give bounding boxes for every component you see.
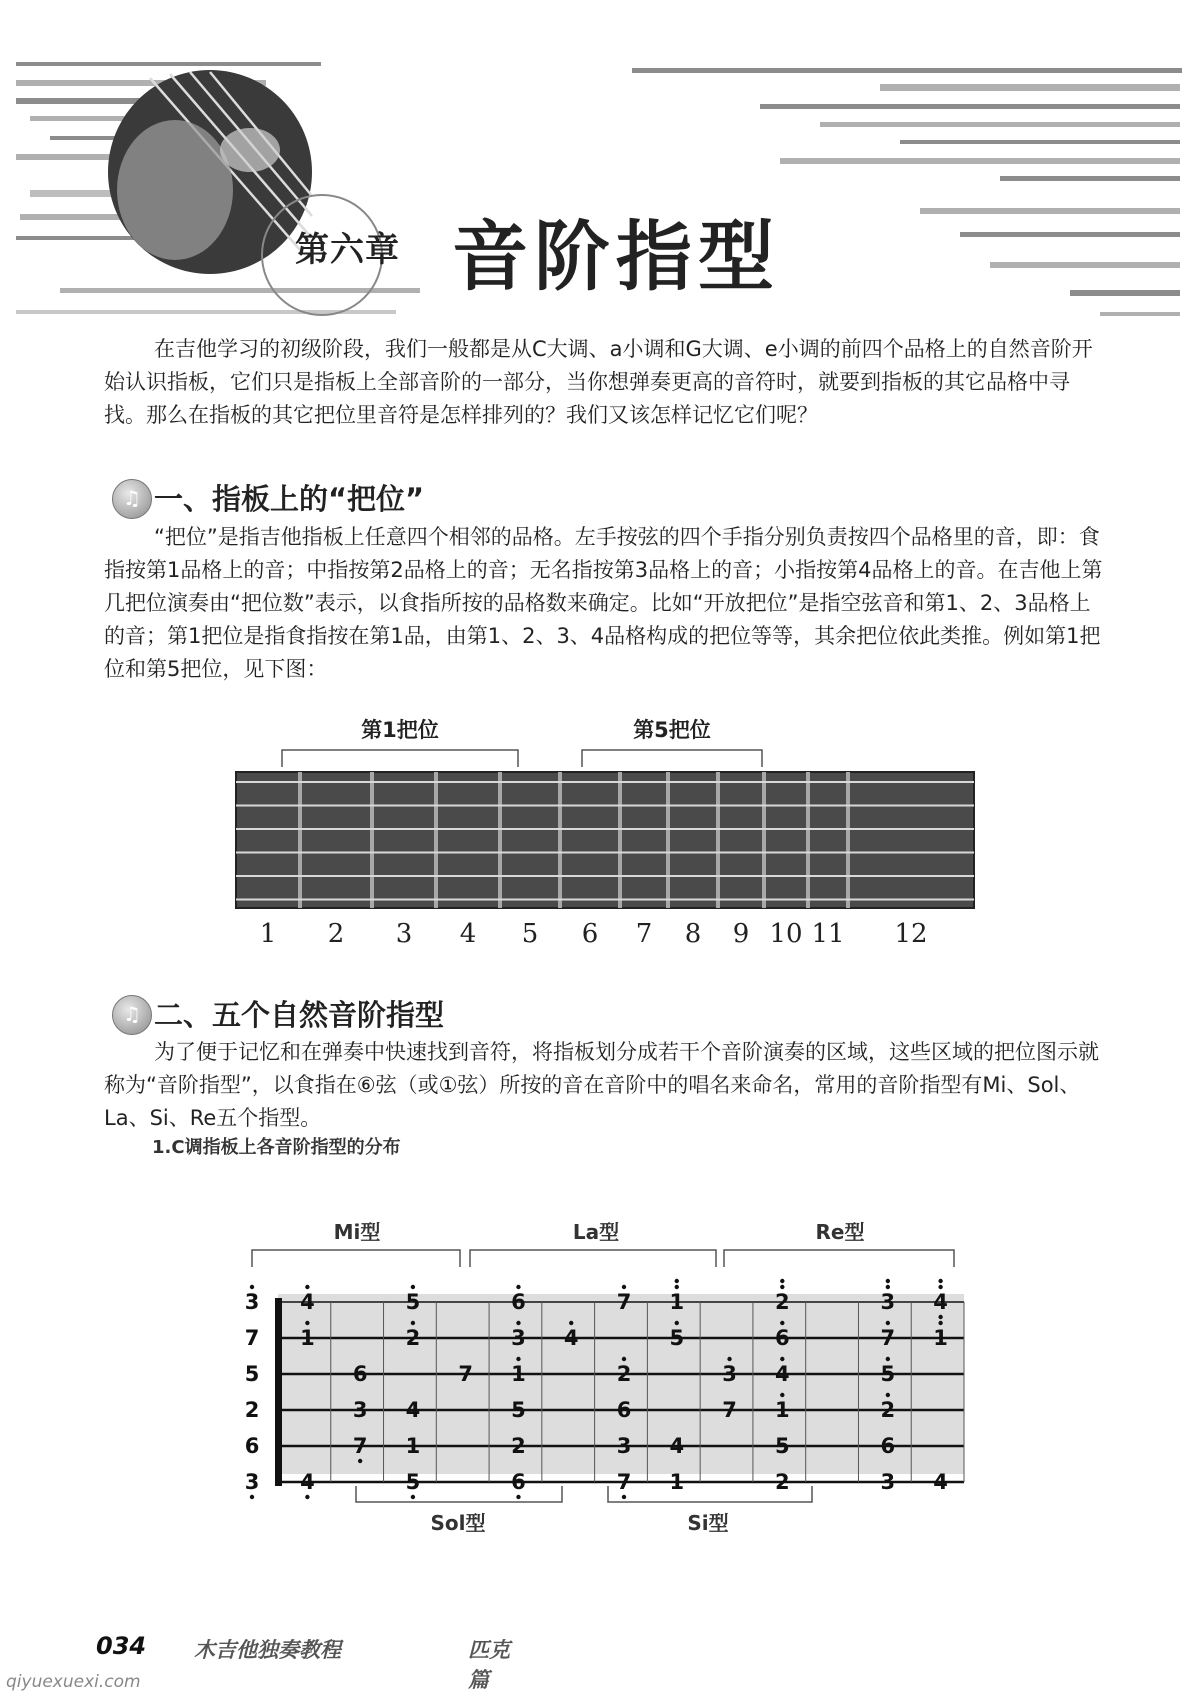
book-part: 匹克篇 bbox=[468, 1638, 510, 1692]
chapter-label: 第六章 bbox=[295, 230, 400, 270]
scale-note: 6 bbox=[511, 1290, 526, 1314]
position-label-5: 第5把位 bbox=[633, 718, 711, 742]
scale-note: 3 bbox=[880, 1290, 896, 1314]
page-number: 034 bbox=[96, 1632, 147, 1660]
section1-text: “把位”是指吉他指板上任意四个相邻的品格。左手按弦的四个手指分别负责按四个品格里的音，即：食指按第1品格上的音；中指按第2品格上的音；无名指按第3品格上的音；小指按第4品格上的音。在吉他上第几把位演奏由“把位数”表示，以食指所按的品格数来确定。比如“开放把位”是指空弦音和第1、2、3品格上的音；第1把位是指食指按在第1品，由第1、2、3、4品格构成的把位等等，其余把位依此类推。例如第1把位和第5把位，见下图： bbox=[104, 525, 1103, 681]
fret-number: 8 bbox=[684, 919, 702, 949]
fret-number: 12 bbox=[894, 919, 928, 949]
scale-note: 1 bbox=[933, 1326, 948, 1350]
scale-note: 5 bbox=[405, 1290, 421, 1314]
watermark-text: qiyuexuexi.com bbox=[6, 1672, 141, 1692]
scale-note: 7 bbox=[880, 1326, 896, 1350]
fret-number: 1 bbox=[259, 919, 277, 949]
scale-note: 5 bbox=[244, 1362, 260, 1386]
scale-note: 7 bbox=[458, 1362, 474, 1386]
scale-note: 2 bbox=[244, 1398, 260, 1422]
section2-text: 为了便于记忆和在弹奏中快速找到音符，将指板划分成若干个音阶演奏的区域，这些区域的把位图示就称为“音阶指型”，以食指在⑥弦（或①弦）所按的音在音阶中的唱名来命名，常用的音阶指型有Mi、Sol、La、Si、Re五个指型。 bbox=[104, 1040, 1099, 1130]
scale-note: 3 bbox=[616, 1434, 632, 1458]
fret-number: 5 bbox=[521, 919, 539, 949]
section1-title: 一、指板上的“把位” bbox=[154, 482, 425, 516]
scale-note: 3 bbox=[880, 1470, 896, 1494]
pattern-label-sol: Sol型 bbox=[430, 1511, 486, 1535]
scale-note: 5 bbox=[880, 1362, 896, 1386]
intro-paragraph bbox=[104, 333, 1104, 432]
scale-note: 6 bbox=[616, 1398, 632, 1422]
scale-note: 1 bbox=[669, 1470, 685, 1494]
scale-note: 1 bbox=[669, 1290, 685, 1314]
scale-note: 2 bbox=[405, 1326, 421, 1350]
music-note-icon: ♫ bbox=[112, 995, 152, 1035]
scale-note: 2 bbox=[880, 1398, 896, 1422]
scale-note: 6 bbox=[774, 1326, 790, 1350]
scale-note: 1 bbox=[511, 1362, 526, 1386]
fret-number: 6 bbox=[581, 919, 599, 949]
page-footer bbox=[96, 1632, 516, 1692]
scale-note: 5 bbox=[774, 1434, 790, 1458]
pattern-label-la: La型 bbox=[572, 1220, 620, 1244]
book-title: 木吉他独奏教程 bbox=[194, 1638, 341, 1662]
scale-note: 4 bbox=[933, 1470, 948, 1494]
scale-note: 6 bbox=[244, 1434, 260, 1458]
fret-number: 10 bbox=[769, 919, 803, 949]
fret-number: 7 bbox=[635, 919, 653, 949]
section1-paragraph bbox=[104, 521, 1104, 686]
chapter-title: 音阶指型 bbox=[452, 212, 780, 301]
scale-note: 4 bbox=[300, 1290, 315, 1314]
scale-note: 6 bbox=[352, 1362, 368, 1386]
scale-note: 1 bbox=[300, 1326, 315, 1350]
pattern-label-re: Re型 bbox=[815, 1220, 865, 1244]
fretboard-position-diagram bbox=[0, 710, 1200, 950]
scale-note: 4 bbox=[933, 1290, 948, 1314]
scale-note: 2 bbox=[774, 1290, 790, 1314]
fret-number: 2 bbox=[327, 919, 345, 949]
scale-note: 5 bbox=[669, 1326, 685, 1350]
scale-note: 4 bbox=[669, 1434, 685, 1458]
pattern-label-mi: Mi型 bbox=[333, 1220, 381, 1244]
position-bracket-1 bbox=[282, 750, 518, 767]
fret-number: 9 bbox=[732, 919, 750, 949]
fretboard bbox=[236, 772, 974, 908]
pattern-label-si: Si型 bbox=[687, 1511, 729, 1535]
fret-number: 11 bbox=[811, 919, 845, 949]
music-note-icon: ♫ bbox=[112, 479, 152, 519]
scale-note: 1 bbox=[774, 1398, 790, 1422]
scale-note: 4 bbox=[774, 1362, 790, 1386]
scale-note: 3 bbox=[244, 1290, 260, 1314]
scale-note: 4 bbox=[300, 1470, 315, 1494]
scale-note: 6 bbox=[880, 1434, 896, 1458]
scale-note: 1 bbox=[405, 1434, 421, 1458]
scale-note: 5 bbox=[511, 1398, 526, 1422]
scale-note: 3 bbox=[352, 1398, 368, 1422]
section2-paragraph bbox=[104, 1036, 1104, 1135]
scale-note: 7 bbox=[352, 1434, 368, 1458]
nut bbox=[275, 1298, 282, 1486]
scale-note: 4 bbox=[563, 1326, 579, 1350]
subsection-title: 1.C调指板上各音阶指型的分布 bbox=[152, 1137, 401, 1158]
scale-note: 7 bbox=[616, 1290, 632, 1314]
scale-note: 3 bbox=[244, 1470, 260, 1494]
scale-note: 2 bbox=[774, 1470, 790, 1494]
scale-note: 7 bbox=[244, 1326, 260, 1350]
scale-note: 7 bbox=[616, 1470, 632, 1494]
position-label-1: 第1把位 bbox=[361, 718, 439, 742]
fret-number: 3 bbox=[395, 919, 413, 949]
scale-note: 5 bbox=[405, 1470, 421, 1494]
scale-pattern-diagram bbox=[0, 1210, 1200, 1540]
scale-note: 6 bbox=[511, 1470, 526, 1494]
scale-note: 2 bbox=[511, 1434, 526, 1458]
section2-title: 二、五个自然音阶指型 bbox=[154, 998, 445, 1032]
scale-note: 3 bbox=[722, 1362, 737, 1386]
scale-note: 7 bbox=[722, 1398, 737, 1422]
intro-text: 在吉他学习的初级阶段，我们一般都是从C大调、a小调和G大调、e小调的前四个品格上的自然音阶开始认识指板，它们只是指板上全部音阶的一部分，当你想弹奏更高的音符时，就要到指板的其它品格中寻找。那么在指板的其它把位里音符是怎样排列的？我们又该怎样记忆它们呢？ bbox=[104, 337, 1093, 427]
scale-note: 3 bbox=[511, 1326, 526, 1350]
fret-number: 4 bbox=[459, 919, 477, 949]
scale-note: 2 bbox=[616, 1362, 632, 1386]
position-bracket-5 bbox=[582, 750, 762, 767]
scale-note: 4 bbox=[405, 1398, 421, 1422]
